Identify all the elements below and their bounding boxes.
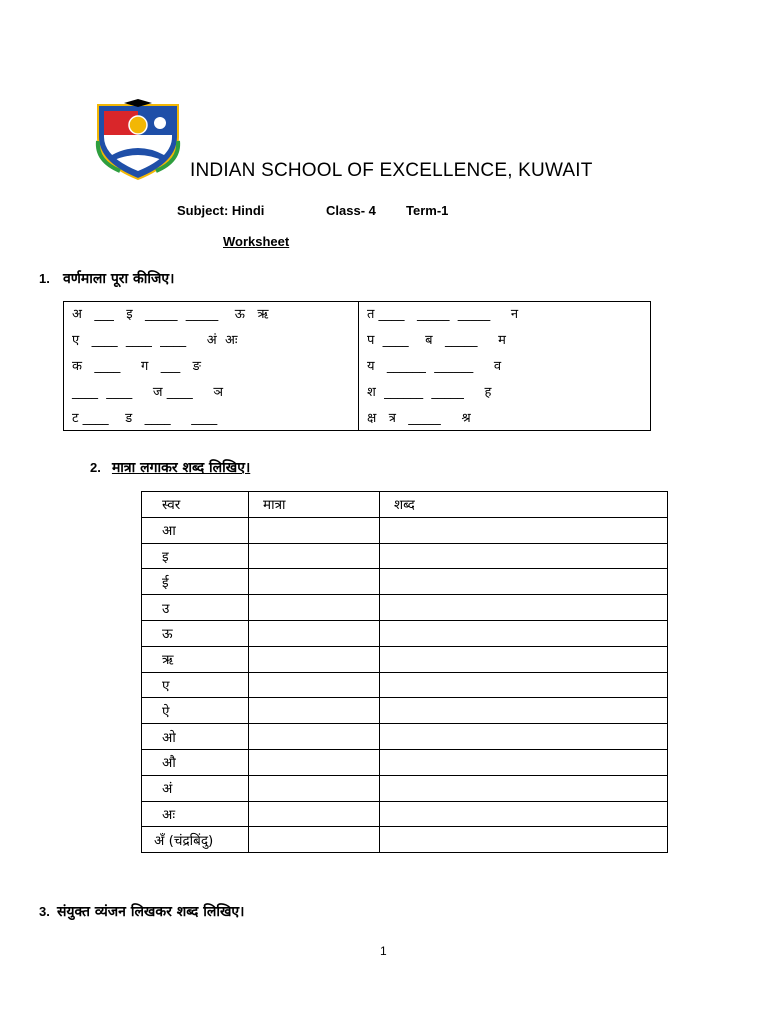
header-svar: स्वर: [142, 492, 249, 518]
vowel-cell: अं: [142, 775, 249, 801]
vowel-cell: ऊ: [142, 620, 249, 646]
vowel-cell: अः: [142, 801, 249, 827]
question-1-text: वर्णमाला पूरा कीजिए।: [62, 271, 175, 287]
matra-cell[interactable]: [249, 595, 380, 621]
word-cell[interactable]: [380, 569, 668, 595]
alphabet-line: ____ ____ ज ____ ञ: [72, 385, 224, 400]
matra-cell[interactable]: [249, 749, 380, 775]
word-cell[interactable]: [380, 749, 668, 775]
alphabet-line: प ____ ब _____ म: [367, 333, 506, 348]
word-cell[interactable]: [380, 724, 668, 750]
vowel-cell: आ: [142, 517, 249, 543]
matra-table: [141, 491, 668, 853]
matra-cell[interactable]: [249, 827, 380, 853]
matra-cell[interactable]: [249, 801, 380, 827]
word-cell[interactable]: [380, 517, 668, 543]
question-2-number: 2.: [90, 460, 101, 475]
table-row: [142, 698, 668, 724]
matra-cell[interactable]: [249, 517, 380, 543]
class-label: Class- 4: [326, 203, 376, 218]
word-cell[interactable]: [380, 775, 668, 801]
matra-cell[interactable]: [249, 724, 380, 750]
table-row: [142, 749, 668, 775]
table-row: [142, 827, 668, 853]
word-cell[interactable]: [380, 827, 668, 853]
alphabet-line: ए ____ ____ ____ अं अः: [72, 333, 238, 348]
alphabet-line: त ____ _____ _____ न: [367, 307, 519, 322]
alphabet-line: श ______ _____ ह: [367, 385, 492, 400]
alphabet-line: क्ष त्र _____ श्र: [367, 411, 471, 426]
matra-cell[interactable]: [249, 775, 380, 801]
word-cell[interactable]: [380, 698, 668, 724]
vowel-cell: उ: [142, 595, 249, 621]
alphabet-line: ट ____ ड ____ ____: [72, 411, 218, 426]
worksheet-title: Worksheet: [223, 234, 290, 249]
vowel-cell: ई: [142, 569, 249, 595]
matra-cell[interactable]: [249, 672, 380, 698]
header-matra: मात्रा: [249, 492, 380, 518]
vowel-cell: ऐ: [142, 698, 249, 724]
alphabet-line: य ______ ______ व: [367, 359, 502, 374]
question-3-text: संयुक्त व्यंजन लिखकर शब्द लिखिए।: [56, 904, 245, 920]
word-cell[interactable]: [380, 646, 668, 672]
table-header-row: [142, 492, 668, 518]
table-row: [142, 517, 668, 543]
vowel-cell: औ: [142, 749, 249, 775]
school-logo: [90, 97, 186, 181]
question-2-text: मात्रा लगाकर शब्द लिखिए।: [111, 460, 251, 476]
alphabet-line: अ ___ इ _____ _____ ऊ ऋ: [72, 307, 269, 322]
question-1-number: 1.: [39, 271, 50, 286]
word-cell[interactable]: [380, 620, 668, 646]
alphabet-box-left: [63, 301, 359, 431]
vowel-cell: ए: [142, 672, 249, 698]
matra-cell[interactable]: [249, 543, 380, 569]
vowel-cell: ऋ: [142, 646, 249, 672]
matra-cell[interactable]: [249, 698, 380, 724]
alphabet-box-right: [358, 301, 651, 431]
question-3: [39, 901, 244, 921]
table-row: [142, 775, 668, 801]
word-cell[interactable]: [380, 672, 668, 698]
table-row: [142, 620, 668, 646]
question-1: [39, 268, 174, 288]
matra-cell[interactable]: [249, 569, 380, 595]
question-2: [90, 457, 250, 477]
matra-cell[interactable]: [249, 646, 380, 672]
school-name: INDIAN SCHOOL OF EXCELLENCE, KUWAIT: [190, 160, 593, 181]
table-row: [142, 672, 668, 698]
subject-label: Subject: Hindi: [177, 203, 265, 218]
table-row: [142, 646, 668, 672]
table-row: [142, 543, 668, 569]
word-cell[interactable]: [380, 801, 668, 827]
word-cell[interactable]: [380, 595, 668, 621]
vowel-cell: अँ (चंद्रबिंदु): [142, 827, 249, 853]
alphabet-line: क ____ ग ___ ङ: [72, 359, 201, 374]
term-label: Term-1: [406, 203, 449, 218]
page-number: 1: [380, 944, 387, 958]
table-row: [142, 595, 668, 621]
table-row: [142, 724, 668, 750]
vowel-cell: इ: [142, 543, 249, 569]
header-shabd: शब्द: [380, 492, 668, 518]
table-row: [142, 569, 668, 595]
vowel-cell: ओ: [142, 724, 249, 750]
matra-cell[interactable]: [249, 620, 380, 646]
table-row: [142, 801, 668, 827]
word-cell[interactable]: [380, 543, 668, 569]
question-3-number: 3.: [39, 904, 50, 919]
